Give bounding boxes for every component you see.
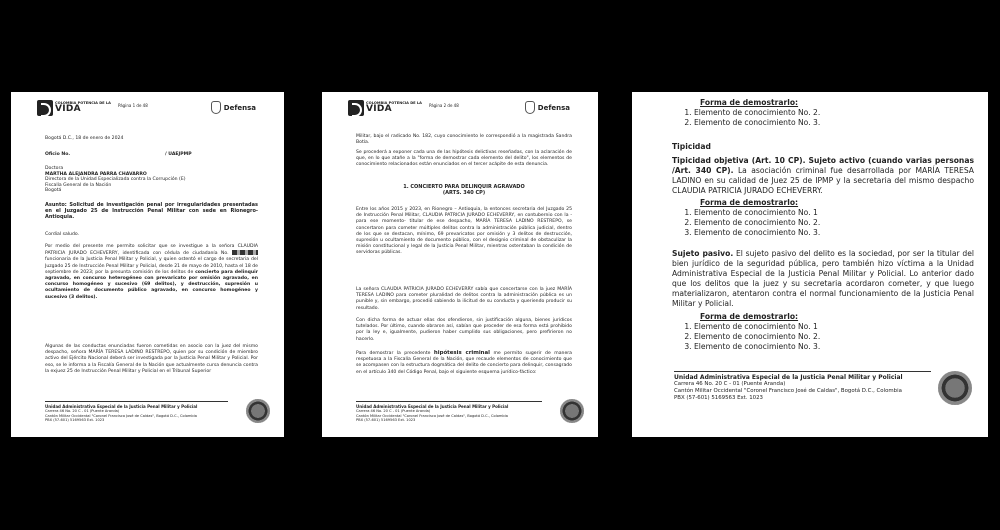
forma-heading: Forma de demostrarlo: [700, 198, 799, 207]
list-item: 2. Elemento de conocimiento No. 2. [694, 218, 974, 228]
forma-heading: Forma de demostrarlo: [700, 312, 799, 321]
greeting: Cordial saludo. [45, 232, 80, 237]
para-text: La asociación criminal fue desarrollada por MARÍA TERESA LADINO en su calidad de Juez 25 de IPMP y la secretaria del mismo despacho CLAUDIA PATRICIA JURADO ECHEVERRY. [672, 166, 974, 195]
forma-block-3 [672, 312, 974, 352]
ministry-name: Defensa [223, 103, 256, 112]
recipient-org: Fiscalía General de la Nación [45, 182, 112, 188]
footer-address: Carrera 46 No. 20 C - 01 (Puente Aranda) [45, 409, 120, 414]
tipicidad-heading: Tipicidad [672, 142, 711, 151]
logo-small-text: COLOMBIA POTENCIA DE LA [55, 100, 111, 105]
section-subheading: (ARTS. 340 CP) [442, 190, 486, 197]
oficio-label: Oficio No. [45, 152, 71, 157]
body-paragraph-5: Con dicha forma de actuar ellas dos ofendieron, sin justificación alguna, bienes jurídicos tutelados. Por último, cuando obraron así, sabían que proceder de esa forma está prohibido por la ley e, igualmente, pudieron haber cumplido sus obligaciones, pero prefirieron no hacerlo. [356, 318, 572, 342]
tipicidad-label: Tipicidad objetiva (Art. 10 CP). Sujeto activo (cuando varias personas /Art. 340 CP). [672, 156, 974, 175]
colombia-vida-logo [37, 100, 111, 116]
list-item: 2. Elemento de conocimiento No. 2. [694, 332, 974, 342]
page-footer [356, 401, 588, 423]
oficio-line [45, 152, 258, 158]
footer-address: Carrera 46 No. 20 C - 01 (Puente Aranda) [674, 381, 786, 387]
redacted-id [232, 250, 258, 255]
section-heading: 1. CONCIERTO PARA DELINQUIR AGRAVADO [403, 184, 525, 190]
body-paragraph-3: Entre los años 2015 y 2023, en Rionegro – Antioquia, la entonces secretaria del Juzgado 25 de Instrucción Penal Militar, CLAUDIA PATRICIA JURADO ECHEVERRY, en contubernio con la -para ese momento- titular de ese despacho, MARÍA TERESA LADINO RESTREPO, se concertaron para cometer múltiples delitos contra la administración pública judicial, dentro de los que se destacan, mínimo, 69 prevaricatos por omisión y 3 delitos de destrucción, supresión u ocultamiento de documento público, con el designio criminal de obstaculizar la misión constitucional y legal de la Justicia Penal Militar, mientras ostentaban la condición de servidoras públicas. [356, 207, 572, 256]
logo-small-text: COLOMBIA POTENCIA DE LA [366, 100, 422, 105]
footer-canton: Cantón Militar Occidental "Coronel Francisco José de Caldas", Bogotá D.C., Colombia [45, 413, 197, 418]
list-item: 2. Elemento de conocimiento No. 3. [694, 118, 974, 128]
forma-heading: Forma de demostrarlo: [700, 98, 799, 107]
page-footer [674, 371, 976, 402]
recipient-city: Bogotá [45, 188, 62, 194]
subject: Asunto: Solicitud de investigación penal por irregularidades presentadas en el Juzgado 25 de Instrucción Penal Militar con sede en Rionegro-Antioquia. [45, 202, 258, 221]
list-item: 1. Elemento de conocimiento No. 2. [694, 108, 974, 118]
forma-block-1 [672, 98, 974, 128]
defensa-logo [525, 101, 570, 114]
document-page-3 [632, 92, 988, 437]
logo-big-text: VIDA [366, 104, 392, 115]
body-paragraph-4: La señora CLAUDIA PATRICIA JURADO ECHEVERRY sabía que concertarse con la juez MARÍA TERESA LADINO para cometer pluralidad de delitos contra la administración pública es un punible y, sin embargo, procedió sabiendo la ilicitud de su conducta y queriendo producir su resultado. [356, 287, 572, 311]
page-header [11, 100, 284, 122]
document-page-2 [322, 92, 598, 437]
footer-address: Carrera 46 No. 20 C - 01 (Puente Aranda) [356, 409, 431, 414]
page-number: Página 2 de 48 [429, 103, 459, 108]
footer-title: Unidad Administrativa Especial de la Justicia Penal Militar y Policial [356, 404, 509, 410]
para-text: El sujeto pasivo del delito es la sociedad, por ser la titular del bien jurídico de la seguridad pública, pero también hizo víctima a la Unidad Administrativa Especial de la Justicia Penal Militar y Policial. Lo anterior dado que los delitos que la juez y su secretaria acordaron cometer, y que luego materializaron, atentaron contra el normal funcionamiento de la Justicia Penal Militar y Policial. [672, 249, 974, 308]
body-paragraph-2: Se procederá a exponer cada una de las hipótesis delictivas reseñadas, con la aclaración de que, en lo que atañe a la "forma de demostrar cada elemento del delito", los elementos de conocimiento relacionados están enunciados en el tercer acápite de esta denuncia. [356, 150, 572, 168]
sujeto-pasivo-label: Sujeto pasivo. [672, 249, 734, 258]
list-item: 1. Elemento de conocimiento No. 1 [694, 322, 974, 332]
page-footer [45, 401, 274, 423]
hypothesis-label: hipótesis criminal [433, 350, 490, 356]
date-line: Bogotá D.C., 18 de enero de 2024 [45, 136, 124, 141]
footer-phone: PBX (57-601) 5169563 Ext. 1023 [674, 395, 763, 401]
seal-icon [560, 399, 584, 423]
forma-block-2 [672, 198, 974, 238]
crest-icon [211, 101, 221, 114]
footer-title: Unidad Administrativa Especial de la Justicia Penal Militar y Policial [674, 374, 903, 381]
logo-big-text: VIDA [55, 104, 81, 115]
footer-phone: PBX (57-601) 5169563 Ext. 1023 [45, 418, 105, 423]
footer-phone: PBX (57-601) 5169563 Ext. 1023 [356, 418, 416, 423]
colombia-vida-logo [348, 100, 422, 116]
section-title [356, 184, 572, 196]
list-item: 3. Elemento de conocimiento No. 3. [694, 228, 974, 238]
seal-icon [246, 399, 270, 423]
oficio-code: / UAEJPMP [165, 152, 192, 157]
para-text: Por medio del presente me permito solicitar que se investigue a la señora CLAUDIA PATRICIA JURADO ECHEVERRY, identificada con cédula de ciudadanía No. [45, 244, 258, 257]
footer-canton: Cantón Militar Occidental "Coronel Francisco José de Caldas", Bogotá D.C., Colombia [356, 413, 508, 418]
recipient-block [45, 166, 258, 194]
list-item: 3. Elemento de conocimiento No. 3. [694, 342, 974, 352]
list-item: 1. Elemento de conocimiento No. 1 [694, 208, 974, 218]
footer-title: Unidad Administrativa Especial de la Justicia Penal Militar y Policial [45, 404, 198, 410]
body-paragraph-2: Algunas de las conductas enunciadas fueron cometidas en asocio con la juez del mismo despacho, señora MARÍA TERESA LADINO RESTREPO, quien por su condición de miembro activo del Ejército Nacional deberá ser investigada por la Justicia Penal Militar y Policial. Por eso, se le informa a la Fiscalía General de la Nación que actualmente cursa denuncia contra la exjuez 25 de Instrucción Penal Militar y Policial en el Tribunal Superior [45, 344, 258, 374]
colombia-logo-icon [348, 100, 364, 116]
para-text: funcionaria de la Justicia Penal Militar y Policial, y quien ostentó el cargo de secretaria del Juzgado 25 de Instrucción Penal Militar y Policial, desde 21 de mayo de 2010, hasta el 18 de septiembre de 2023; por la presunta comisión de los delitos de [45, 257, 258, 275]
recipient-name: MARTHA ALEJANDRA PARRA CHAVARRO [45, 171, 147, 177]
body-paragraph-6 [356, 350, 572, 376]
crest-icon [525, 101, 535, 114]
ministry-name: Defensa [537, 103, 570, 112]
document-page-1 [11, 92, 284, 437]
para-text: me permito sugerir de manera respetuosa a la Fiscalía General de la Nación, que recaude elementos de conocimiento que se acompasen con la estructura dogmática del delito de concierto para delinquir, consagrado en el artículo 340 del Código Penal, bajo el siguiente esquema jurídico-fáctico: [356, 351, 572, 375]
recipient-title: Directora de la Unidad Especializada contra la Corrupción (E) [45, 177, 186, 183]
sujeto-pasivo-paragraph [672, 249, 974, 309]
body-paragraph-1 [45, 244, 258, 301]
body-paragraph-1: Militar, bajo el radicado No. 182, cuyo conocimiento le correspondió a la magistrada Sandra Botía. [356, 134, 572, 146]
page-number: Página 1 de 48 [118, 103, 148, 108]
charges-text: concierto para delinquir agravado, en concurso heterogéneo con prevaricato por omisión agravado, en concurso homogéneo y sucesivo (69 delitos), y destrucción, supresión u ocultamiento de documento público agravado, en concurso homogéneo y sucesivo (3 delitos). [45, 269, 258, 300]
footer-canton: Cantón Militar Occidental "Coronel Francisco José de Caldas", Bogotá D.C., Colombia [674, 388, 902, 394]
colombia-logo-icon [37, 100, 53, 116]
tipicidad-paragraph [672, 156, 974, 196]
seal-icon [938, 371, 972, 405]
para-text: Para demostrar la precedente [356, 351, 431, 356]
page-header [322, 100, 598, 122]
defensa-logo [211, 101, 256, 114]
recipient-salutation: Doctora [45, 166, 64, 171]
